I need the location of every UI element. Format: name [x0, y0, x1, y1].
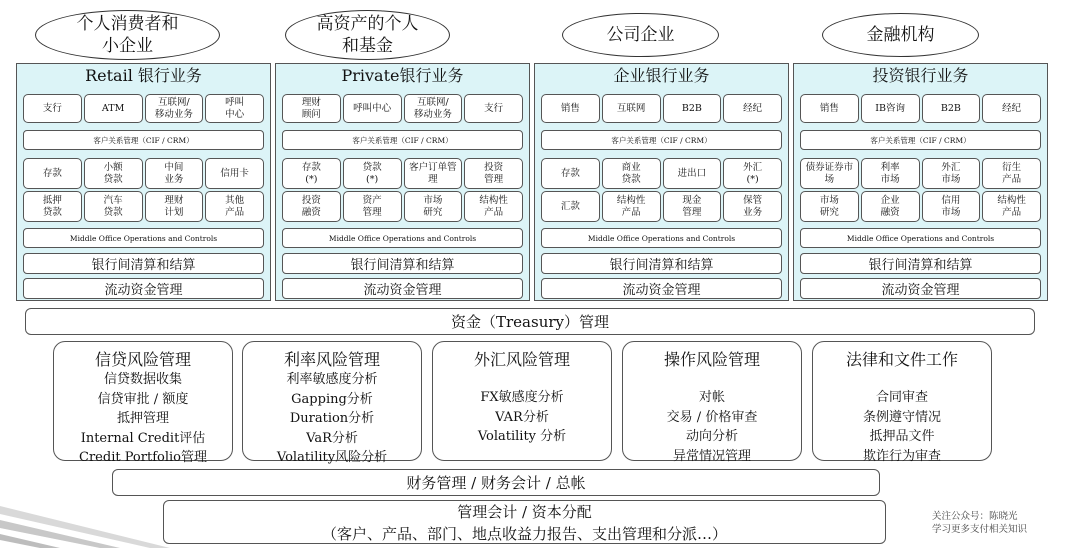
product-investment-5: 企业 融资 — [861, 191, 920, 222]
management-line-1: 管理会计 / 资本分配 — [457, 503, 592, 521]
middle-office-bar-retail: Middle Office Operations and Controls — [23, 228, 264, 248]
treasury-bar: 资金（Treasury）管理 — [25, 308, 1035, 335]
liquidity-bar-private: 流动资金管理 — [282, 278, 523, 299]
crm-bar-investment: 客户关系管理（CIF / CRM） — [800, 130, 1041, 150]
product-investment-3: 衍生 产品 — [982, 158, 1041, 189]
panel-title-corporate: 企业银行业务 — [613, 66, 710, 85]
channel-corporate-3: 经纪 — [723, 94, 782, 123]
channel-investment-1: IB咨询 — [861, 94, 920, 123]
management-line-2: （客户、产品、部门、地点收益力报告、支出管理和分派…） — [321, 525, 727, 543]
channel-retail-1: ATM — [84, 94, 143, 123]
management-accounting-box — [163, 500, 886, 544]
product-private-5: 资产 管理 — [343, 191, 402, 222]
product-corporate-4: 汇款 — [541, 191, 600, 222]
product-private-4: 投资 融资 — [282, 191, 341, 222]
product-retail-0: 存款 — [23, 158, 82, 189]
product-retail-6: 理财 计划 — [145, 191, 204, 222]
panel-title-investment: 投资银行业务 — [872, 66, 969, 85]
channel-private-1: 呼叫中心 — [343, 94, 402, 123]
crm-bar-corporate: 客户关系管理（CIF / CRM） — [541, 130, 782, 150]
clearing-bar-retail: 银行间清算和结算 — [23, 253, 264, 274]
footnote-line-1: 关注公众号：陈晓光 — [932, 511, 1018, 522]
customer-ellipse-financial: 金融机构 — [822, 13, 979, 57]
risk-line-4-4: 欺诈行为审查 — [862, 448, 941, 464]
channel-investment-3: 经纪 — [982, 94, 1041, 123]
product-retail-4: 抵押 贷款 — [23, 191, 82, 222]
product-corporate-5: 结构性 产品 — [602, 191, 661, 222]
product-retail-5: 汽车 贷款 — [84, 191, 143, 222]
risk-line-4-2: 条例遵守情况 — [862, 409, 941, 425]
channel-retail-3: 呼叫 中心 — [205, 94, 264, 123]
risk-line-0-4: Credit Portfolio管理 — [79, 450, 207, 465]
product-corporate-7: 保管 业务 — [723, 191, 782, 222]
risk-line-3-4: 异常情况管理 — [672, 448, 751, 464]
customer-ellipse-corporate: 公司企业 — [562, 13, 719, 57]
product-investment-0: 债券证券市 场 — [800, 158, 859, 189]
risk-line-0-0: 信贷数据收集 — [103, 372, 182, 387]
product-corporate-6: 现金 管理 — [663, 191, 722, 222]
product-retail-3: 信用卡 — [205, 158, 264, 189]
product-investment-1: 利率 市场 — [861, 158, 920, 189]
channel-investment-0: 销售 — [800, 94, 859, 123]
customer-ellipse-private: 高资产的个人 和基金 — [285, 10, 450, 60]
risk-box-2 — [432, 341, 612, 461]
channel-corporate-1: 互联网 — [602, 94, 661, 123]
product-private-2: 客户订单管 理 — [404, 158, 463, 189]
product-corporate-3: 外汇 (*) — [723, 158, 782, 189]
risk-title-4: 法律和文件工作 — [845, 350, 958, 369]
risk-line-2-3: Volatility 分析 — [477, 429, 567, 444]
product-investment-2: 外汇 市场 — [922, 158, 981, 189]
risk-line-1-4: Volatility风险分析 — [276, 450, 388, 465]
clearing-bar-private: 银行间清算和结算 — [282, 253, 523, 274]
risk-line-4-0 — [813, 370, 991, 388]
channel-retail-0: 支行 — [23, 94, 82, 123]
risk-line-1-1: Gapping分析 — [291, 391, 373, 407]
product-investment-4: 市场 研究 — [800, 191, 859, 222]
risk-line-3-3: 动向分析 — [685, 429, 738, 444]
product-retail-2: 中间 业务 — [145, 158, 204, 189]
clearing-bar-corporate: 银行间清算和结算 — [541, 253, 782, 274]
liquidity-bar-corporate: 流动资金管理 — [541, 278, 782, 299]
footnote — [932, 510, 1072, 536]
product-corporate-2: 进出口 — [663, 158, 722, 189]
risk-box-0 — [53, 341, 233, 465]
risk-line-2-0 — [433, 370, 611, 388]
risk-title-1: 利率风险管理 — [283, 350, 380, 369]
risk-line-1-3: VaR分析 — [306, 430, 358, 446]
risk-line-3-0 — [623, 370, 801, 388]
product-private-6: 市场 研究 — [404, 191, 463, 222]
customer-ellipse-retail: 个人消费者和 小企业 — [35, 10, 220, 60]
footnote-line-2: 学习更多支付相关知识 — [932, 524, 1028, 535]
channel-corporate-2: B2B — [663, 94, 722, 123]
risk-line-4-3: 抵押品文件 — [869, 429, 935, 444]
risk-box-3 — [622, 341, 802, 464]
channel-private-0: 理财 顾问 — [282, 94, 341, 123]
crm-bar-retail: 客户关系管理（CIF / CRM） — [23, 130, 264, 150]
liquidity-bar-investment: 流动资金管理 — [800, 278, 1041, 299]
product-investment-7: 结构性 产品 — [982, 191, 1041, 222]
risk-line-1-2: Duration分析 — [289, 411, 375, 426]
risk-line-0-3: Internal Credit评估 — [80, 430, 206, 446]
risk-line-3-1: 对帐 — [698, 390, 725, 405]
product-private-3: 投资 管理 — [464, 158, 523, 189]
product-corporate-1: 商业 贷款 — [602, 158, 661, 189]
channel-investment-2: B2B — [922, 94, 981, 123]
product-retail-7: 其他 产品 — [205, 191, 264, 222]
product-private-1: 贷款 (*) — [343, 158, 402, 189]
crm-bar-private: 客户关系管理（CIF / CRM） — [282, 130, 523, 150]
channel-retail-2: 互联网/ 移动业务 — [145, 94, 204, 123]
risk-line-2-2: VAR分析 — [495, 409, 549, 425]
channel-corporate-0: 销售 — [541, 94, 600, 123]
risk-title-2: 外汇风险管理 — [473, 350, 570, 369]
product-corporate-0: 存款 — [541, 158, 600, 189]
finance-bar: 财务管理 / 财务会计 / 总帐 — [112, 469, 880, 496]
panel-title-private: Private银行业务 — [341, 66, 464, 85]
middle-office-bar-corporate: Middle Office Operations and Controls — [541, 228, 782, 248]
risk-title-0: 信贷风险管理 — [94, 350, 191, 369]
middle-office-bar-investment: Middle Office Operations and Controls — [800, 228, 1041, 248]
panel-title-retail: Retail 银行业务 — [85, 66, 202, 85]
channel-private-2: 互联网/ 移动业务 — [404, 94, 463, 123]
risk-title-3: 操作风险管理 — [663, 350, 760, 369]
risk-box-1 — [242, 341, 422, 465]
risk-line-3-2: 交易 / 价格审查 — [666, 409, 758, 425]
risk-line-0-1: 信贷审批 / 额度 — [97, 391, 189, 407]
product-retail-1: 小额 贷款 — [84, 158, 143, 189]
liquidity-bar-retail: 流动资金管理 — [23, 278, 264, 299]
clearing-bar-investment: 银行间清算和结算 — [800, 253, 1041, 274]
risk-box-4 — [812, 341, 992, 464]
product-private-7: 结构性 产品 — [464, 191, 523, 222]
product-investment-6: 信用 市场 — [922, 191, 981, 222]
middle-office-bar-private: Middle Office Operations and Controls — [282, 228, 523, 248]
risk-line-1-0: 利率敏感度分析 — [286, 372, 378, 387]
risk-line-2-1: FX敏感度分析 — [480, 390, 564, 405]
channel-private-3: 支行 — [464, 94, 523, 123]
risk-line-4-1: 合同审查 — [875, 390, 928, 405]
risk-line-0-2: 抵押管理 — [116, 411, 169, 426]
product-private-0: 存款 (*) — [282, 158, 341, 189]
